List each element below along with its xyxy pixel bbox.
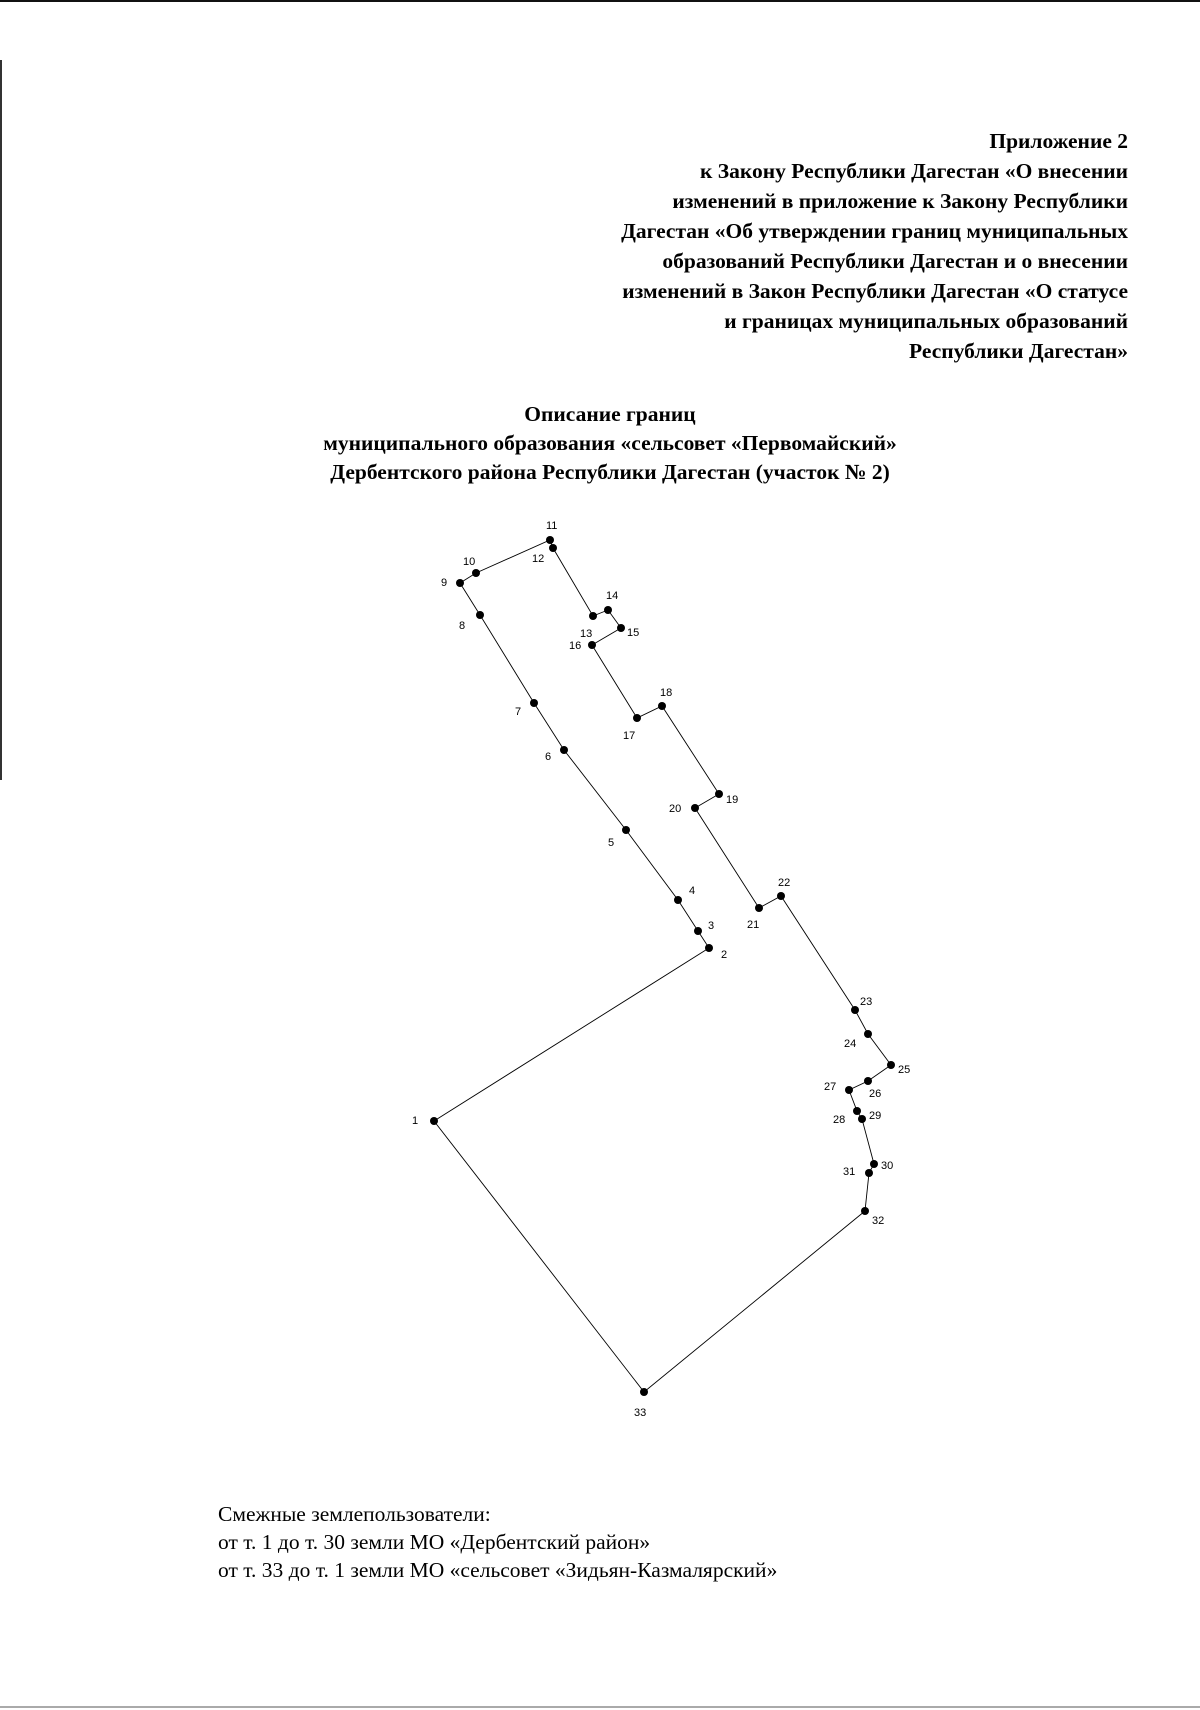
boundary-vertex-11 <box>546 536 554 544</box>
boundary-vertex-18 <box>658 702 666 710</box>
boundary-vertex-9 <box>456 579 464 587</box>
boundary-vertex-32 <box>861 1207 869 1215</box>
boundary-vertex-label-30: 30 <box>881 1160 894 1172</box>
boundary-vertex-23 <box>851 1006 859 1014</box>
boundary-vertex-20 <box>691 804 699 812</box>
boundary-vertex-33 <box>640 1388 648 1396</box>
boundary-vertex-label-23: 23 <box>860 996 873 1008</box>
appendix-line: Дагестан «Об утверждении границ муниципальных <box>621 219 1128 243</box>
appendix-line: изменений в приложение к Закону Республики <box>672 189 1128 213</box>
boundary-vertex-label-12: 12 <box>532 553 545 565</box>
boundary-vertex-21 <box>755 904 763 912</box>
appendix-line: образований Республики Дагестан и о внесении <box>662 249 1128 273</box>
neighbors-heading: Смежные землепользователи: <box>218 1502 491 1526</box>
boundary-vertex-22 <box>777 892 785 900</box>
boundary-vertices <box>430 536 895 1396</box>
neighbor-item: от т. 33 до т. 1 земли МО «сельсовет «Зидьян-Казмалярский» <box>218 1558 778 1582</box>
adjacent-land-users <box>218 1500 777 1584</box>
boundary-vertex-25 <box>887 1061 895 1069</box>
boundary-vertex-5 <box>622 826 630 834</box>
boundary-vertex-10 <box>472 569 480 577</box>
boundary-vertex-16 <box>588 641 596 649</box>
boundary-vertex-label-9: 9 <box>441 577 448 589</box>
boundary-polygon <box>434 540 894 1392</box>
boundary-vertex-label-10: 10 <box>463 556 476 568</box>
boundary-vertex-label-7: 7 <box>515 706 522 718</box>
boundary-vertex-label-33: 33 <box>634 1407 647 1419</box>
boundary-vertex-24 <box>864 1030 872 1038</box>
boundary-vertex-label-2: 2 <box>721 949 728 961</box>
boundary-vertex-label-19: 19 <box>726 794 739 806</box>
boundary-vertex-labels <box>412 520 910 1419</box>
boundary-vertex-29 <box>858 1115 866 1123</box>
boundary-vertex-27 <box>845 1086 853 1094</box>
appendix-line: Республики Дагестан» <box>909 339 1128 363</box>
neighbor-item: от т. 1 до т. 30 земли МО «Дербентский район» <box>218 1530 651 1554</box>
boundary-vertex-label-4: 4 <box>689 885 696 897</box>
boundary-vertex-31 <box>865 1169 873 1177</box>
title-line: муниципального образования «сельсовет «Первомайский» <box>323 431 897 455</box>
boundary-vertex-3 <box>694 927 702 935</box>
boundary-vertex-label-18: 18 <box>660 687 673 699</box>
title-line: Описание границ <box>524 402 696 426</box>
boundary-vertex-15 <box>617 624 625 632</box>
boundary-vertex-label-3: 3 <box>708 920 715 932</box>
boundary-vertex-label-26: 26 <box>869 1088 882 1100</box>
boundary-vertex-1 <box>430 1117 438 1125</box>
boundary-vertex-label-6: 6 <box>545 751 552 763</box>
boundary-vertex-label-16: 16 <box>569 640 582 652</box>
boundary-vertex-label-8: 8 <box>459 620 466 632</box>
boundary-vertex-28 <box>853 1107 861 1115</box>
boundary-vertex-label-27: 27 <box>824 1081 837 1093</box>
boundary-vertex-12 <box>549 544 557 552</box>
boundary-vertex-label-11: 11 <box>546 520 558 532</box>
boundary-vertex-14 <box>604 606 612 614</box>
boundary-vertex-label-25: 25 <box>898 1064 911 1076</box>
boundary-vertex-13 <box>589 612 597 620</box>
boundary-vertex-17 <box>633 714 641 722</box>
appendix-line: и границах муниципальных образований <box>724 309 1128 333</box>
boundary-vertex-label-17: 17 <box>623 730 636 742</box>
boundary-vertex-label-32: 32 <box>872 1215 885 1227</box>
boundary-vertex-label-20: 20 <box>669 803 682 815</box>
appendix-line: изменений в Закон Республики Дагестан «О статусе <box>622 279 1128 303</box>
boundary-vertex-label-22: 22 <box>778 877 791 889</box>
boundary-vertex-26 <box>864 1077 872 1085</box>
boundary-vertex-label-28: 28 <box>833 1114 846 1126</box>
boundary-vertex-8 <box>476 611 484 619</box>
title-line: Дербентского района Республики Дагестан (участок № 2) <box>330 460 890 484</box>
boundary-vertex-label-1: 1 <box>412 1115 419 1127</box>
appendix-line: Приложение 2 <box>989 129 1128 153</box>
boundary-vertex-label-5: 5 <box>608 837 615 849</box>
boundary-vertex-label-29: 29 <box>869 1110 882 1122</box>
boundary-vertex-label-15: 15 <box>627 627 640 639</box>
boundary-vertex-4 <box>674 896 682 904</box>
boundary-vertex-6 <box>560 746 568 754</box>
boundary-vertex-label-24: 24 <box>844 1038 857 1050</box>
boundary-vertex-2 <box>705 944 713 952</box>
boundary-vertex-19 <box>715 790 723 798</box>
boundary-vertex-7 <box>530 699 538 707</box>
boundary-vertex-label-31: 31 <box>843 1166 856 1178</box>
boundary-vertex-label-14: 14 <box>606 590 619 602</box>
appendix-line: к Закону Республики Дагестан «О внесении <box>700 159 1128 183</box>
boundary-vertex-label-13: 13 <box>580 628 593 640</box>
boundary-vertex-30 <box>870 1160 878 1168</box>
boundary-vertex-label-21: 21 <box>747 919 760 931</box>
